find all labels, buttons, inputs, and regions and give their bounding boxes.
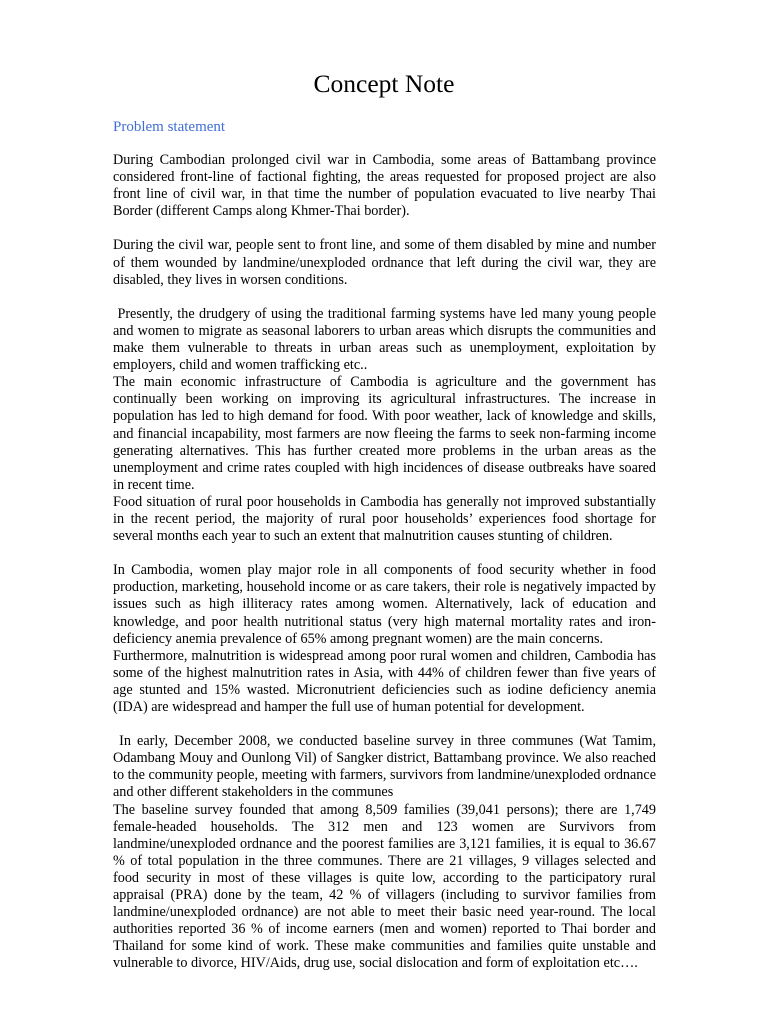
- paragraph: During the civil war, people sent to front line, and some of them disabled by mine and number of them wounded by landmine/unexploded ordnance that left during the civil war, they are disabled, they lives in worsen conditions.: [113, 237, 660, 288]
- paragraph: Presently, the drudgery of using the traditional farming systems have led many young people and women to migrate as seasonal laborers to urban areas which disrupts the communities and make them vulnerable to threats in urban areas such as unemployment, exploitation by employers, child and women trafficking etc..: [113, 305, 660, 374]
- document-title: Concept Note: [313, 69, 455, 98]
- paragraph: The baseline survey founded that among 8,509 families (39,041 persons); there are 1,749 female-headed households. The 312 men and 123 women are Survivors from landmine/unexploded ordnance and the poorest families are 3,121 families, it is equal to 36.67 % of total population in the three communes. There are 21 villages, 9 villages selected and food security in most of these villages is quite low, according to the participatory rural appraisal (PRA) done by the team, 42 % of villagers (including to survivor families from landmine/unexploded ordnance) are not able to meet their basic need year-round. The local authorities reported 36 % of income earners (men and women) reported to Thai border and Thailand for some kind of work. These make communities and families quite unstable and vulnerable to divorce, HIV/Aids, drug use, social dislocation and form of exploitation etc….: [113, 801, 660, 972]
- paragraph: Food situation of rural poor households in Cambodia has generally not improved substantially in the recent period, the majority of rural poor households’ experiences food shortage for several months each year to such an extent that malnutrition causes stunting of children.: [113, 493, 660, 545]
- paragraph: In Cambodia, women play major role in all components of food security whether in food production, marketing, household income or as care takers, their role is negatively impacted by issues such as high illiteracy rates among women. Alternatively, lack of education and knowledge, and poor health nutritional status (very high maternal mortality rates and iron-deficiency anemia prevalence of 65% among pregnant women) are the main concerns.: [113, 562, 660, 647]
- paragraph: The main economic infrastructure of Cambodia is agriculture and the government has continually been working on improving its agricultural infrastructures. The increase in population has led to high demand for food. With poor weather, lack of knowledge and skills, and financial incapability, most farmers are now fleeing the farms to seek non-farming income generating alternatives. This has further created more problems in the urban areas as the unemployment and crime rates coupled with high incidences of disease outbreaks have soared in recent time.: [113, 374, 660, 493]
- paragraph: Furthermore, malnutrition is widespread among poor rural women and children, Cambodia has some of the highest malnutrition rates in Asia, with 44% of children fewer than five years of age stunted and 15% wasted. Micronutrient deficiencies such as iodine deficiency anemia (IDA) are widespread and hamper the full use of human potential for development.: [113, 647, 660, 715]
- section-heading: Problem statement: [113, 119, 226, 135]
- paragraph: In early, December 2008, we conducted baseline survey in three communes (Wat Tamim, Odambang Mouy and Ounlong Vil) of Sangker district, Battambang province. We also reached to the community people, meeting with farmers, survivors from landmine/unexploded ordnance and other different stakeholders in the communes: [113, 733, 660, 801]
- paragraph: During Cambodian prolonged civil war in Cambodia, some areas of Battambang province considered front-line of factional fighting, the areas requested for proposed project are also front line of civil war, in that time the number of population evacuated to live nearby Thai Border (different Camps along Khmer-Thai border).: [113, 152, 660, 220]
- document-body: [113, 152, 660, 973]
